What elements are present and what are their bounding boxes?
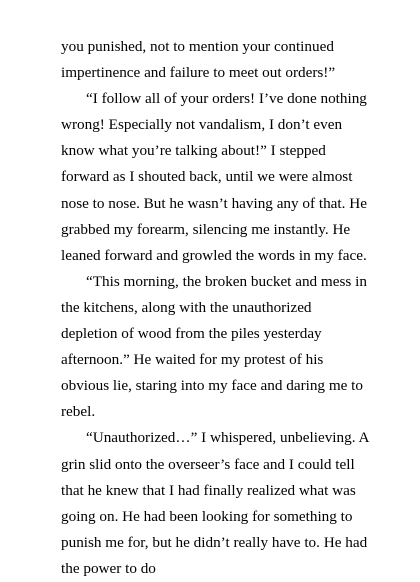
paragraph-1: you punished, not to mention your continued impertinence and failure to meet out orders!”	[61, 38, 336, 82]
body-text	[61, 34, 369, 582]
paragraph-4: “Unauthorized…” I whispered, unbelieving. A grin slid onto the overseer’s face and I could tell that he knew that I had finally realized what was going on. He had been looking for something to punish me for, but he didn’t really have to. He had the power to do	[61, 429, 369, 577]
paragraph-2: “I follow all of your orders! I’ve done nothing wrong! Especially not vandalism, I don’t even know what you’re talking about!” I stepped forward as I shouted back, until we were almost nose to nose. But he wasn’t having any of that. He grabbed my forearm, silencing me instantly. He leaned forward and growled the words in my face.	[61, 90, 367, 264]
paragraph-3: “This morning, the broken bucket and mess in the kitchens, along with the unauthorized depletion of wood from the piles yesterday afternoon.” He waited for my protest of his obvious lie, staring into my face and daring me to rebel.	[61, 272, 367, 421]
